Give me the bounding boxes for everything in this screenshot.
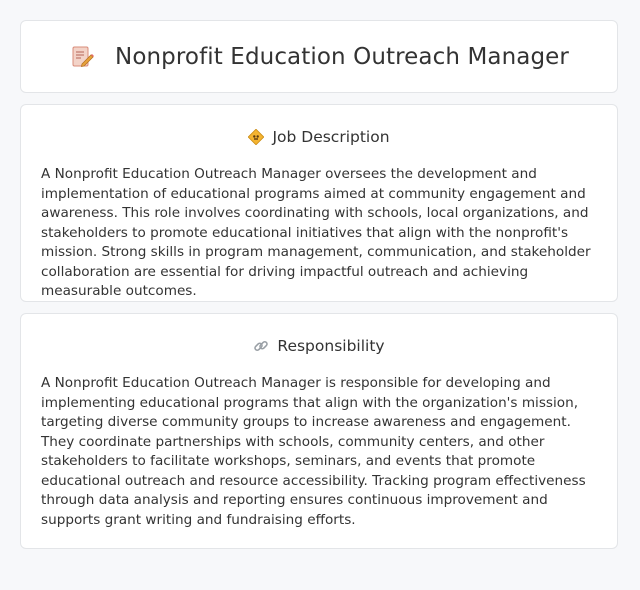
- job-description-heading: Job Description: [272, 128, 390, 146]
- link-icon: [253, 338, 269, 354]
- responsibility-heading: Responsibility: [277, 337, 385, 355]
- diamond-sign-icon: [248, 129, 264, 145]
- responsibility-card: [20, 313, 618, 549]
- title-card: [20, 20, 618, 93]
- document-pencil-icon: [69, 44, 95, 70]
- job-description-card: [20, 104, 618, 302]
- page-title: Nonprofit Education Outreach Manager: [115, 43, 569, 70]
- responsibility-text: A Nonprofit Education Outreach Manager is responsible for developing and implementing educational programs that align with the organization's mission, targeting diverse community groups to increase awareness and engagement. They coordinate partnerships with schools, community centers, and other stakeholders to facilitate workshops, seminars, and events that promote educational outreach and resource accessibility. Tracking program effectiveness through data analysis and reporting ensures continuous improvement and supports grant writing and fundraising efforts.: [41, 375, 586, 528]
- responsibility-header: [21, 336, 617, 356]
- job-description-header: [21, 127, 617, 147]
- job-description-text: A Nonprofit Education Outreach Manager oversees the development and implementation of educational programs aimed at community engagement and awareness. This role involves coordinating with schools, local organizations, and stakeholders to promote educational initiatives that align with the nonprofit's mission. Strong skills in program management, communication, and stakeholder collaboration are essential for driving impactful outreach and achieving measurable outcomes.: [41, 166, 591, 299]
